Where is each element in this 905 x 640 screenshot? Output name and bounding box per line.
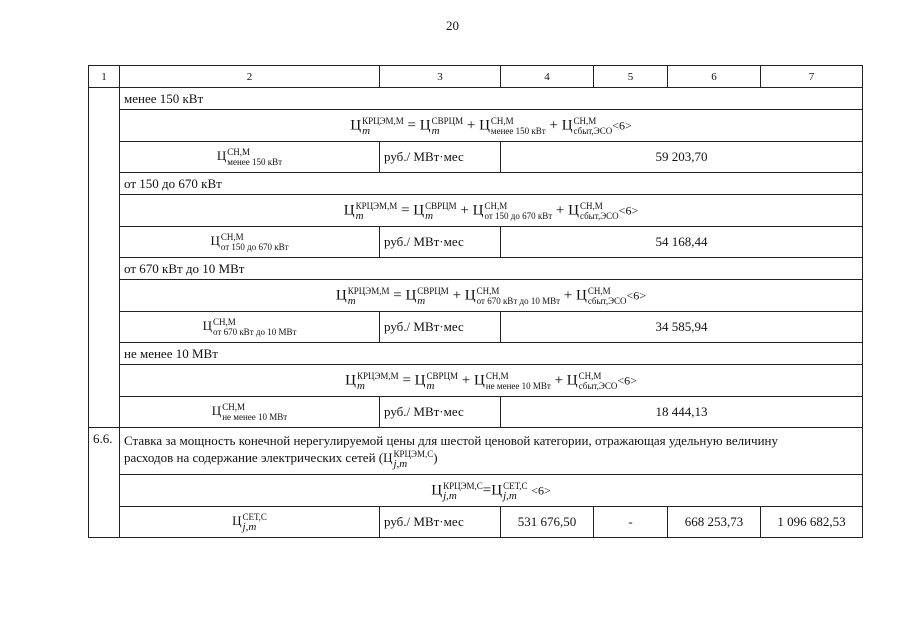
value-cell: 18 444,13 (501, 397, 863, 428)
value-col-5: - (594, 507, 668, 538)
header-col-4: 4 (501, 66, 594, 88)
page-number: 20 (446, 18, 459, 33)
formula-cell: Ц КРЦЭМ,М m = Ц СВРЦМ m + Ц СН,М от 150 до 670 кВт + Ц СН,М сбыт,ЭСО <6> (120, 195, 863, 227)
subsection-label: от 150 до 670 кВт (120, 173, 863, 195)
unit-cell: руб./ МВт·мес (380, 507, 501, 538)
value-cell: 59 203,70 (501, 142, 863, 173)
section-description: Ставка за мощность конечной нерегулируемой цены для шестой ценовой категории, отражающая удельную величину расходов на содержание электрических сетей (Ц КРЦЭМ,С j,m ) (120, 428, 863, 475)
unit-cell: руб./ МВт·мес (380, 227, 501, 258)
section-number: 6.6. (89, 428, 120, 538)
tariff-symbol-cell: Ц СН,М от 670 кВт до 10 МВт (120, 312, 380, 343)
subsection-label: не менее 10 МВт (120, 343, 863, 365)
header-col-1: 1 (89, 66, 120, 88)
subsection-label: менее 150 кВт (120, 88, 863, 110)
subsection-label: от 670 кВт до 10 МВт (120, 258, 863, 280)
value-col-4: 531 676,50 (501, 507, 594, 538)
header-row (89, 66, 863, 88)
unit-cell: руб./ МВт·мес (380, 397, 501, 428)
formula-cell: Ц КРЦЭМ,М m = Ц СВРЦМ m + Ц СН,М не менее 10 МВт + Ц СН,М сбыт,ЭСО <6> (120, 365, 863, 397)
formula-cell: Ц КРЦЭМ,М m = Ц СВРЦМ m + Ц СН,М менее 150 кВт + Ц СН,М сбыт,ЭСО <6> (120, 110, 863, 142)
tariff-symbol-cell: Ц СН,М от 150 до 670 кВт (120, 227, 380, 258)
value-cell: 54 168,44 (501, 227, 863, 258)
tariff-symbol-cell: Ц СН,М не менее 10 МВт (120, 397, 380, 428)
formula-cell: Ц КРЦЭМ,С j,m =Ц СЕТ,С j,m <6> (120, 475, 863, 507)
unit-cell: руб./ МВт·мес (380, 142, 501, 173)
value-cell: 34 585,94 (501, 312, 863, 343)
value-col-7: 1 096 682,53 (761, 507, 863, 538)
unit-cell: руб./ МВт·мес (380, 312, 501, 343)
header-col-2: 2 (120, 66, 380, 88)
tariff-table (88, 65, 863, 538)
tariff-symbol-cell: Ц СЕТ,С j,m (120, 507, 380, 538)
header-col-5: 5 (594, 66, 668, 88)
merged-number-cell (89, 88, 120, 428)
header-col-6: 6 (668, 66, 761, 88)
value-col-6: 668 253,73 (668, 507, 761, 538)
header-col-7: 7 (761, 66, 863, 88)
tariff-symbol-cell: Ц СН,М менее 150 кВт (120, 142, 380, 173)
header-col-3: 3 (380, 66, 501, 88)
formula-cell: Ц КРЦЭМ,М m = Ц СВРЦМ m + Ц СН,М от 670 кВт до 10 МВт + Ц СН,М сбыт,ЭСО <6> (120, 280, 863, 312)
